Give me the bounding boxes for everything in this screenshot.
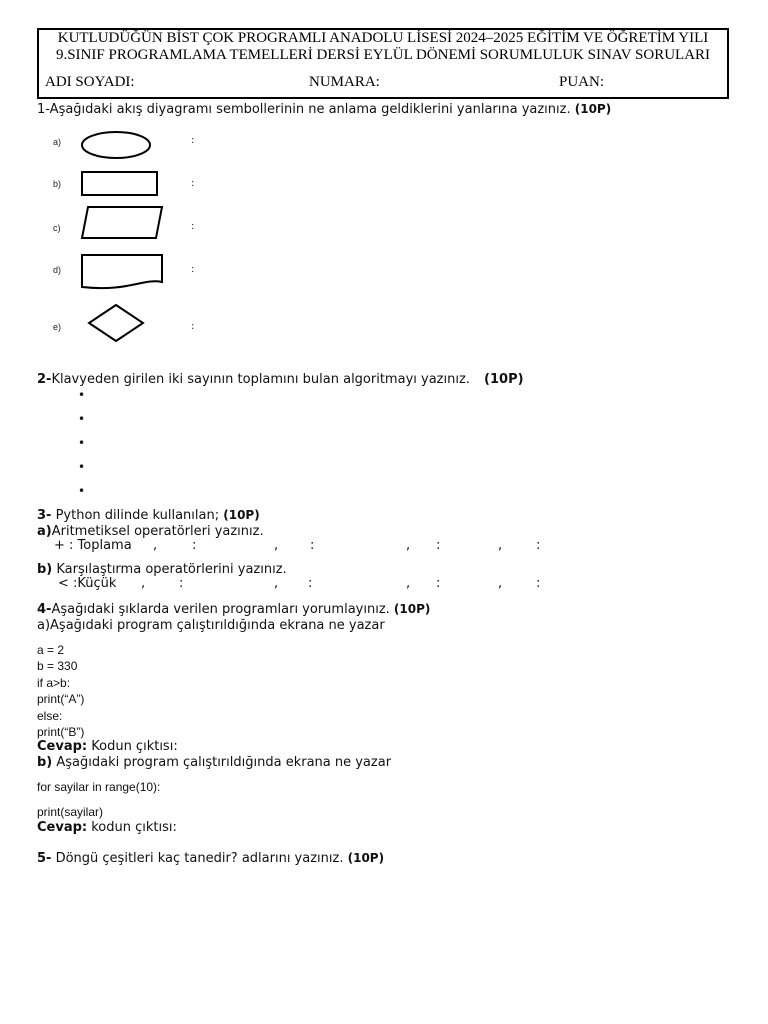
symbol-label-d: d) (53, 265, 62, 275)
answer-bullet-4: • (78, 460, 86, 474)
question-1-points: (10P) (574, 102, 612, 116)
question-3 (37, 508, 260, 523)
arith-colon-1: : (192, 538, 197, 553)
question-4 (37, 602, 430, 617)
arith-comma-2: , (274, 538, 279, 553)
question-5 (37, 851, 384, 866)
compare-colon-1: : (179, 576, 184, 591)
question-3-text: Python dilinde kullanılan; (51, 508, 220, 523)
compare-colon-2: : (308, 576, 313, 591)
exam-title: 9.SINIF PROGRAMLAMA TEMELLERİ DERSİ EYLÜL DÖNEMİ SORUMLULUK SINAV SORULARI (55, 47, 711, 63)
answer-4b-text: kodun çıktısı: (87, 820, 177, 835)
code-line: print(sayilar) (37, 805, 104, 819)
question-4-number: 4- (37, 602, 52, 617)
answer-colon-a: : (191, 135, 195, 146)
answer-bullet-2: • (78, 412, 86, 426)
answer-4a-text: Kodun çıktısı: (87, 739, 178, 754)
question-4b-label: b) (37, 755, 53, 770)
answer-bullet-5: • (78, 484, 86, 498)
school-title: KUTLUDÜĞÜN BİST ÇOK PROGRAMLI ANADOLU LİSESİ 2024–2025 EĞİTİM VE ÖĞRETİM YILI (57, 30, 709, 46)
answer-colon-c: : (191, 221, 195, 232)
question-2 (37, 372, 524, 387)
answer-bullet-3: • (78, 436, 86, 450)
question-3b (37, 562, 287, 577)
rectangle-icon (82, 172, 157, 195)
code-line: print(“B”) (37, 725, 85, 739)
flowchart-symbols (76, 128, 168, 354)
compare-example: < :Küçük (58, 576, 117, 591)
question-3a (37, 524, 264, 539)
answer-bullet-1: • (78, 388, 86, 402)
diamond-icon (89, 305, 143, 341)
symbol-label-e: e) (53, 322, 62, 332)
document-icon (82, 255, 162, 288)
answer-colon-e: : (191, 321, 195, 332)
answer-colon-d: : (191, 264, 195, 275)
question-2-text: Klavyeden girilen iki sayının toplamını bulan algoritmayı yazınız. (51, 372, 470, 387)
question-2-number: 2- (37, 372, 52, 387)
compare-comma-3: , (406, 576, 411, 591)
compare-colon-3: : (436, 576, 441, 591)
question-5-points: (10P) (347, 851, 385, 865)
symbol-label-a: a) (53, 137, 62, 147)
question-3-number: 3- (37, 508, 52, 523)
arith-colon-3: : (436, 538, 441, 553)
question-3-points: (10P) (223, 508, 260, 522)
answer-4b-label: Cevap: (37, 820, 88, 835)
code-line: b = 330 (37, 659, 78, 673)
score-label: PUAN: (559, 74, 605, 90)
code-line: print(“A”) (37, 692, 85, 706)
arith-colon-2: : (310, 538, 315, 553)
code-line: if a>b: (37, 676, 71, 690)
code-line: for sayilar in range(10): (37, 780, 161, 794)
question-3a-label: a) (37, 524, 52, 539)
answer-4b (37, 820, 177, 835)
question-4b (37, 755, 391, 770)
answer-4a (37, 739, 178, 754)
arith-comma-4: , (498, 538, 503, 553)
code-line: a = 2 (37, 643, 65, 657)
question-3b-label: b) (37, 562, 53, 577)
question-2-points: (10P) (484, 372, 524, 387)
question-1 (37, 102, 611, 117)
question-1-text: 1-Aşağıdaki akış diyagramı sembollerinin ne anlama geldiklerini yanlarına yazınız. (37, 102, 571, 117)
question-4b-text: Aşağıdaki program çalıştırıldığında ekrana ne yazar (52, 755, 392, 770)
answer-4a-label: Cevap: (37, 739, 88, 754)
name-label: ADI SOYADI: (45, 74, 135, 90)
question-4-points: (10P) (393, 602, 431, 616)
parallelogram-icon (82, 207, 162, 238)
number-label: NUMARA: (309, 74, 380, 90)
arith-comma-3: , (406, 538, 411, 553)
ellipse-icon (82, 132, 150, 158)
exam-header (37, 28, 729, 99)
arith-colon-4: : (536, 538, 541, 553)
question-4-text: Aşağıdaki şıklarda verilen programları yorumlayınız. (51, 602, 390, 617)
code-line: else: (37, 709, 63, 723)
question-5-text: Döngü çeşitleri kaç tanedir? adlarını yazınız. (51, 851, 344, 866)
compare-comma-4: , (498, 576, 503, 591)
arith-comma-1: , (153, 538, 158, 553)
question-3b-text: Karşılaştırma operatörlerini yazınız. (52, 562, 287, 577)
symbol-label-b: b) (53, 179, 62, 189)
question-4a-text: a)Aşağıdaki program çalıştırıldığında ekrana ne yazar (37, 618, 385, 633)
compare-comma-1: , (141, 576, 146, 591)
question-5-number: 5- (37, 851, 52, 866)
arith-example: + : Toplama (54, 538, 132, 553)
compare-comma-2: , (274, 576, 279, 591)
answer-colon-b: : (191, 178, 195, 189)
symbol-label-c: c) (53, 223, 61, 233)
compare-colon-4: : (536, 576, 541, 591)
question-3a-text: Aritmetiksel operatörleri yazınız. (51, 524, 264, 539)
